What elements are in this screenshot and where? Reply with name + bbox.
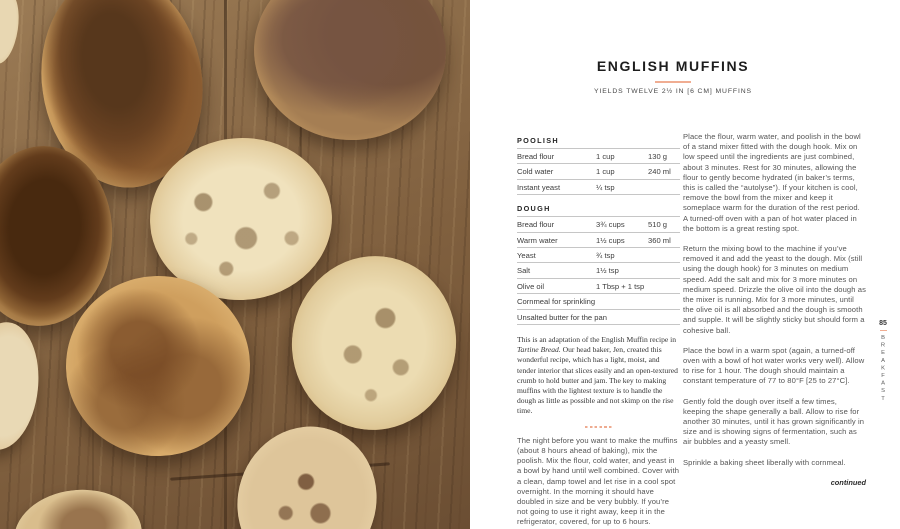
intro-text: This is an adaptation of the English Muffin recipe in bbox=[517, 335, 677, 345]
ingredient-metric bbox=[648, 266, 680, 275]
ingredient-amount: 1 Tbsp + 1 tsp bbox=[596, 281, 645, 291]
ingredient-metric: 130 g bbox=[648, 152, 668, 161]
ingredient-name: Bread flour bbox=[517, 152, 555, 161]
muffin-bottom-left-corner bbox=[10, 484, 147, 529]
ingredient-row bbox=[517, 232, 680, 247]
ingredient-amount: 1½ cups bbox=[596, 235, 625, 245]
dough-ingredients-table bbox=[517, 202, 680, 325]
ingredient-row bbox=[517, 309, 680, 324]
muffin-edge-left bbox=[0, 319, 44, 454]
ingredient-metric: 510 g bbox=[648, 220, 668, 230]
ingredient-metric: 360 ml bbox=[648, 235, 671, 245]
ingredient-amount: 3¾ cups bbox=[596, 220, 625, 230]
right-column bbox=[683, 132, 866, 487]
ingredient-row bbox=[517, 179, 680, 194]
page-number: 85 bbox=[879, 320, 887, 327]
muffin-split-half-right bbox=[282, 247, 466, 440]
poolish-heading: POOLISH bbox=[517, 136, 559, 145]
recipe-page bbox=[470, 0, 900, 529]
muffin-toasted-top-right bbox=[247, 0, 454, 148]
ingredient-row bbox=[517, 148, 680, 163]
ingredient-amount: ¾ tsp bbox=[596, 251, 615, 261]
tab-accent-rule bbox=[880, 330, 887, 331]
ingredient-amount: ¼ tsp bbox=[596, 182, 615, 192]
ingredient-name: Olive oil bbox=[517, 281, 545, 291]
left-column bbox=[517, 134, 680, 528]
ingredient-name: Bread flour bbox=[517, 220, 555, 230]
recipe-header bbox=[510, 58, 836, 95]
ingredient-name: Salt bbox=[517, 266, 531, 276]
page-title: ENGLISH MUFFINS bbox=[596, 58, 750, 74]
ingredient-name: Cornmeal for sprinkling bbox=[517, 297, 596, 307]
ingredient-row bbox=[517, 216, 680, 231]
continued-label: continued bbox=[830, 477, 866, 487]
ingredient-amount: 1½ tsp bbox=[596, 266, 619, 276]
book-title: Tartine Bread. bbox=[517, 345, 561, 355]
ingredient-metric bbox=[648, 251, 680, 260]
intro-text: Our head baker, Jen, created this wonderful recipe, which has a light, moist, and tender interior that slices easily and an open-textured crumb to hold butter and jam. The key to making muffins with the lightest texture is to handle the dough as little as possible and not skimp on the rise time. bbox=[517, 345, 678, 416]
ingredient-name: Warm water bbox=[517, 235, 558, 245]
intro-paragraph bbox=[517, 335, 680, 417]
ingredient-amount: 1 cup bbox=[596, 167, 615, 177]
ingredient-name: Unsalted butter for the pan bbox=[517, 312, 607, 322]
ingredient-row bbox=[517, 262, 680, 277]
ingredient-name: Cold water bbox=[517, 167, 554, 177]
ingredient-amount: 1 cup bbox=[596, 152, 615, 161]
ingredient-name: Instant yeast bbox=[517, 182, 561, 192]
ingredient-row bbox=[517, 293, 680, 308]
step-paragraph: Place the flour, warm water, and poolish in the bowl of a stand mixer fitted with the dough hook. Mix on low speed until the ingredients are just combined, about 3 minutes. Rest for 30 minutes, allowing the flour to gently become hydrated (in baker’s terms, this is called the “autolyse”). If your kitchen is cool, remove the bowl from the mixer and keep it someplace warm for the duration of the rest period. A turned-off oven with a pan of hot water placed in the bottom is a great resting spot. bbox=[683, 132, 861, 233]
step-paragraph: Return the mixing bowl to the machine if you’ve removed it and add the yeast to the dough. Mix (still using the dough hook) for 3 minutes on medium speed. Add the salt and mix for 3 more minutes on medium speed. Drizzle the olive oil into the dough as the mixer is running. Mix for 3 more minutes, until the olive oil is all absorbed and the dough is smooth and supple. It will be slightly sticky but should form a cohesive ball. bbox=[683, 244, 867, 335]
step-paragraph: Gently fold the dough over itself a few times, keeping the shape generally a ball. Allow to rise for another 30 minutes, until it has grown significantly in size and is showing signs of fermentation, such as air bubbles and a yeasty smell. bbox=[683, 396, 865, 447]
ingredient-row bbox=[517, 247, 680, 262]
poolish-ingredients-table bbox=[517, 134, 680, 195]
ingredient-metric: 240 ml bbox=[648, 167, 671, 177]
ingredient-metric bbox=[648, 282, 680, 291]
step-paragraph: Place the bowl in a warm spot (again, a turned-off oven with a bowl of hot water works very well). Allow to rise for 1 hour. The dough should maintain a constant temperature of 77 to 80°F [25 to 27°C]. bbox=[683, 345, 865, 386]
ingredient-row bbox=[517, 278, 680, 293]
dough-heading: DOUGH bbox=[517, 204, 551, 214]
section-divider-dots bbox=[585, 426, 612, 428]
ingredient-row bbox=[517, 163, 680, 178]
ingredient-name: Yeast bbox=[517, 251, 536, 261]
step-paragraph: Sprinkle a baking sheet liberally with cornmeal. bbox=[683, 457, 846, 467]
yield-note: YIELDS TWELVE 2½ IN [6 CM] MUFFINS bbox=[593, 88, 752, 95]
chapter-label: BREAKFAST bbox=[880, 335, 886, 404]
ingredient-metric bbox=[648, 183, 680, 192]
muffin-edge-top-left bbox=[0, 0, 23, 66]
step-paragraph: The night before you want to make the muffins (about 8 hours ahead of baking), mix the poolish. Mix the flour, cold water, and yeast in a bowl by hand until well combined. Cover with a clean, damp towel and let rise in a cool spot overnight. In the morning it should have doubled in size and be very bubbly. If you’re not going to use it right away, keep it in the refrigerator, covered, for up to 6 hours. bbox=[517, 435, 680, 527]
page-edge-tab bbox=[875, 320, 891, 403]
title-accent-rule bbox=[655, 81, 691, 83]
